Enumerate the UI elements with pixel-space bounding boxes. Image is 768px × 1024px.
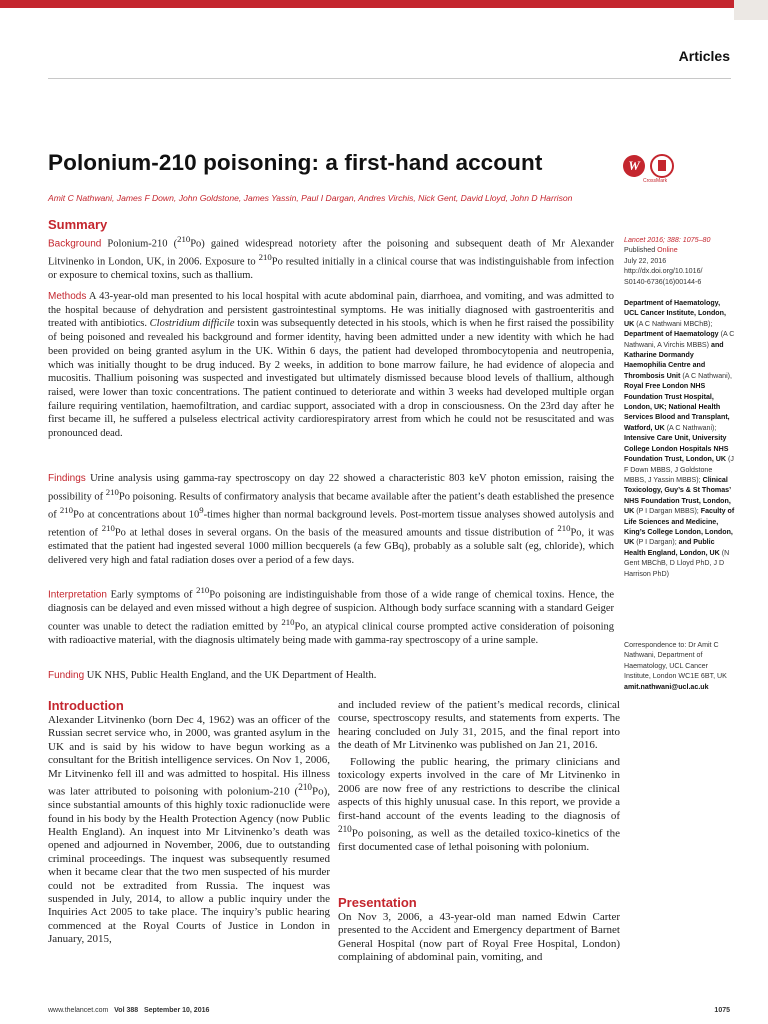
introduction-col2: and included review of the patient’s medical records, clinical course, spectroscopy results, and statements from experts. The hearing concluded on July 31, 2015, and the final report into the death of Mr Litvinenko was published on Jan 21, 2016. [338, 699, 620, 752]
abstract-interpretation: Interpretation Early symptoms of $^{210}$Po poisoning are indistinguishable from those of a wide range of chemical toxins. Hence, the diagnosis can be delayed and even missed without a high degree of suspicion. Although body surface scanning with a standard Geiger counter was unable to detect the radiation emitted by $^{210}$Po, an atypical clinical course prompted active consideration of poisoning with radioactive material, with the diagnosis ultimately being made with gamma-ray spectroscopy of a urine sample. [48, 585, 614, 647]
introduction-col1: Alexander Litvinenko (born Dec 4, 1962) was an officer of the Russian secret service who, in 2000, was granted asylum in the UK and is said by his widow to have begun working as a consultant for the British intelligence services. On Nov 1, 2006, Mr Litvinenko fell ill and was admitted to hospital. His illness was later attributed to poisoning with polonium-210 ($^{210}$Po), since substantial amounts of this highly toxic radionuclide were found in his body by the Health Protection Agency (now Public Health England). An inquest into Mr Litvinenko’s death was opened and adjourned in November, 2006, due to outstanding criminal proceedings. The inquest was subsequently resumed when it became clear that the two men suspected of his murder could not be extradited from Russia. The inquest was suspended in July, 2014, to allow a public inquiry under the Inquiries Act 2005 to take place. The inquiry’s public hearing commenced at the Royal Courts of Justice in London in January, 2015, [48, 714, 330, 946]
crossmark-icon[interactable] [650, 154, 674, 178]
findings-label: Findings [48, 473, 86, 484]
presentation-heading: Presentation [338, 895, 417, 910]
methods-label: Methods [48, 291, 87, 302]
published-online-link[interactable]: Online [657, 246, 678, 255]
article-title: Polonium-210 poisoning: a first-hand account [48, 150, 543, 175]
citation-block: Lancet 2016; 388: 1075–80 Published Online July 22, 2016 http://dx.doi.org/10.1016/ S0140-6736(16)00144-6 [624, 235, 736, 287]
doi-link-cont[interactable]: S0140-6736(16)00144-6 [624, 277, 702, 286]
abstract-background: Background Polonium-210 ($^{210}$Po) gained widespread notoriety after the poisoning and subsequent death of Mr Alexander Litvinenko in London, UK, in 2006. Exposure to $^{210}$Po resulted initially in a clinical course that was indistinguishable from infection or exposure to chemical toxins, such as thallium. [48, 234, 614, 282]
presentation-text: On Nov 3, 2006, a 43-year-old man named Edwin Carter presented to the Accident and Emergency department of Barnet General Hospital (now part of Royal Free Hospital, London) complaining of abdominal pain, vomiting, and [338, 911, 620, 964]
abstract-methods: Methods A 43-year-old man presented to his local hospital with acute abdominal pain, diarrhoea, and vomiting, and was admitted to the hospital because of dehydration and persistent gastrointestinal symptoms. He was initially diagnosed with gastroenteritis and treated with antibiotics. Clostridium difficile toxin was subsequently detected in his stools, which is when he first raised the possibility of being poisoned and revealed his background and former identity, having been admitted under a new identity with which he had been provided on being granted asylum in the UK. Within 6 days, the patient had developed thrombocytopenia and neutropenia, which was initially thought to be drug induced. By 2 weeks, in addition to bone marrow failure, he had evidence of alopecia and mucositis. Thallium poisoning was suspected and investigated but ultimately dismissed because blood levels of thallium, although raised, were lower than toxic concentrations. The patient continued to deteriorate and within 3 weeks had developed multiple organ failure requiring ventilation, haemofiltration, and cardiac support, associated with a drop in consciousness. On the 23rd day after he first became ill, he suffered a pulseless electrical activity cardiorespiratory arrest from which he could not be resuscitated and was pronounced dead. [48, 291, 614, 440]
summary-heading: Summary [48, 217, 108, 232]
publication-date: July 22, 2016 [624, 256, 667, 265]
background-label: Background [48, 238, 102, 250]
footer-left: www.thelancet.com Vol 388 September 10, 2016 [48, 1007, 210, 1014]
author-list: Amit C Nathwani, James F Down, John Goldstone, James Yassin, Paul I Dargan, Andres Virchis, Nick Gent, David Lloyd, John D Harrison [48, 193, 573, 203]
page-number: 1075 [714, 1007, 730, 1014]
affiliations: Department of Haematology, UCL Cancer Institute, London, UK (A C Nathwani MBChB); Department of Haematology (A C Nathwani, A Virchis MBBS) and Katharine Dormandy Haemophilia Centre and Thrombosis Unit (A C Nathwani), Royal Free London NHS Foundation Trust Hospital, London, UK; National Health Services Blood and Transplant, Watford, UK (A C Nathwani); Intensive Care Unit, University College London Hospitals NHS Foundation Trust, London, UK (J F Down MBBS, J Goldstone MBBS, J Yassin MBBS); Clinical Toxicology, Guy’s & St Thomas’ NHS Foundation Trust, London, UK (P I Dargan MBBS); Faculty of Life Sciences and Medicine, King’s College London, London, UK (P I Dargan); and Public Health England, London, UK (N Gent MBChB, D Lloyd PhD, J D Harrison PhD) [624, 299, 735, 578]
abstract-findings: Findings Urine analysis using gamma-ray spectroscopy on day 22 showed a characteristic 803 keV photon emission, raising the possibility of $^{210}$Po poisoning. Results of confirmatory analysis that became available after the patient’s death established the presence of $^{210}$Po at concentrations about $10^9$-times higher than normal background levels. Post-mortem tissue analyses showed autolysis and retention of $^{210}$Po at lethal doses in several organs. On the basis of the measured amounts and tissue distribution of $^{210}$Po, it was estimated that the patient had ingested several 1000 million becquerels (a few GBq), probably as a soluble salt (eg, chloride), which delivered very high and fatal radiation doses over a period of a few days. [48, 473, 614, 567]
correspondence: Correspondence to: Dr Amit C Nathwani, Department of Haematology, UCL Cancer Institute, London WC1E 6BT, UK amit.nathwani@ucl.ac.uk [624, 640, 736, 692]
crossmark-label: CrossMark [643, 178, 668, 184]
corner-decoration [734, 0, 768, 20]
section-label: Articles [678, 48, 730, 64]
doi-link[interactable]: http://dx.doi.org/10.1016/ [624, 267, 703, 276]
abstract-funding: Funding UK NHS, Public Health England, and the UK Department of Health. [48, 670, 377, 681]
email-link[interactable]: amit.nathwani@ucl.ac.uk [624, 682, 709, 691]
interpretation-label: Interpretation [48, 589, 107, 601]
site-link[interactable]: www.thelancet.com [48, 1007, 109, 1014]
lancet-w-icon[interactable]: W [623, 155, 645, 177]
introduction-col2-para2: Following the public hearing, the primary clinicians and toxicology experts involved in the care of Mr Litvinenko in 2006 are now free of any restrictions to describe the clinical aspects of this highly unusual case. In this report, we provide a first-hand account of the events leading to the diagnosis of $^{210}$Po poisoning, as well as the detailed toxico-kinetics of the first documented case of lethal poisoning with polonium. [338, 756, 620, 854]
header-rule [48, 78, 731, 79]
funding-label: Funding [48, 670, 85, 681]
citation: Lancet 2016; 388: 1075–80 [624, 236, 711, 244]
top-accent-bar [0, 0, 768, 8]
introduction-heading: Introduction [48, 698, 124, 713]
